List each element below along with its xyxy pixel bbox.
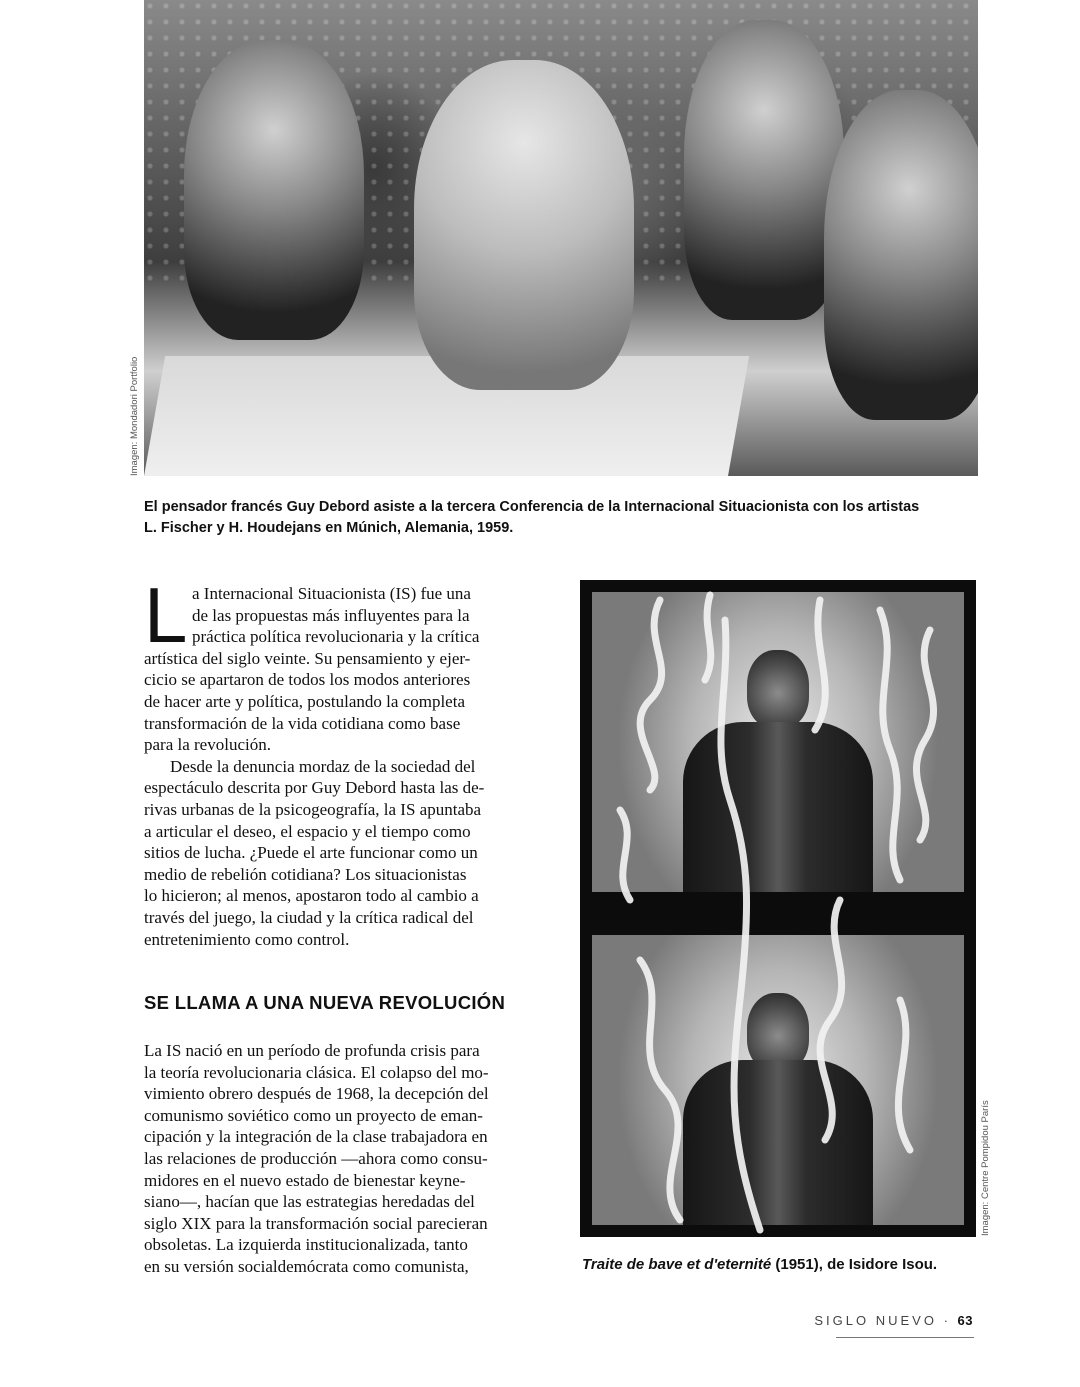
page-folio bbox=[814, 1313, 973, 1328]
body-line: práctica política revolucionaria y la crítica bbox=[192, 627, 480, 647]
body-line: rivas urbanas de la psicogeografía, la IS apuntaba bbox=[144, 799, 482, 819]
top-photo-credit: Imagen: Mondadori Portfolio bbox=[129, 356, 140, 476]
body-line: las relaciones de producción —ahora como consu- bbox=[144, 1148, 488, 1168]
body-line: obsoletas. La izquierda institucionalizada, tanto bbox=[144, 1235, 468, 1255]
person-left bbox=[184, 40, 364, 340]
body-line: midores en el nuevo estado de bienestar keyne- bbox=[144, 1170, 466, 1190]
scratch-marks bbox=[580, 580, 976, 1237]
body-line: de las propuestas más influyentes para la bbox=[192, 605, 470, 625]
folio-rule bbox=[836, 1337, 974, 1338]
body-line: través del juego, la ciudad y la crítica radical del bbox=[144, 907, 474, 927]
body-line: La IS nació en un período de profunda crisis para bbox=[144, 1041, 480, 1060]
article-intro bbox=[144, 571, 534, 950]
body-line: siano—, hacían que las estrategias heredadas del bbox=[144, 1192, 475, 1212]
body-line: para la revolución. bbox=[144, 735, 271, 755]
person-center-right bbox=[684, 20, 844, 320]
top-photo bbox=[144, 0, 978, 476]
body-line: comunismo soviético como un proyecto de eman- bbox=[144, 1105, 483, 1125]
right-photo-caption bbox=[582, 1256, 937, 1273]
body-line: cipación y la integración de la clase trabajadora en bbox=[144, 1127, 488, 1147]
film-strip-photo bbox=[580, 580, 976, 1237]
person-right bbox=[824, 90, 978, 420]
body-line: medio de rebelión cotidiana? Los situacionistas bbox=[144, 864, 467, 884]
body-line: a articular el deseo, el espacio y el tiempo como bbox=[144, 821, 471, 841]
article-section bbox=[144, 1040, 534, 1278]
body-line: en su versión socialdemócrata como comunista, bbox=[144, 1256, 469, 1276]
body-line: entretenimiento como control. bbox=[144, 929, 350, 949]
person-guy-debord bbox=[414, 60, 634, 390]
caption-rest: (1951), de Isidore Isou. bbox=[771, 1256, 938, 1273]
top-photo-caption bbox=[144, 497, 978, 539]
folio-separator: · bbox=[936, 1313, 958, 1328]
body-line: lo hicieron; al menos, apostaron todo al cambio a bbox=[144, 886, 479, 906]
body-line: la teoría revolucionaria clásica. El colapso del mo- bbox=[144, 1062, 489, 1082]
dropcap: L bbox=[144, 571, 188, 659]
section-heading: SE LLAMA A UNA NUEVA REVOLUCIÓN bbox=[144, 992, 506, 1013]
caption-line-2: L. Fischer y H. Houdejans en Múnich, Alemania, 1959. bbox=[144, 520, 514, 536]
body-line: siglo XIX para la transformación social parecieran bbox=[144, 1213, 488, 1233]
body-line: sitios de lucha. ¿Puede el arte funcionar como un bbox=[144, 843, 478, 863]
body-line: transformación de la vida cotidiana como base bbox=[144, 713, 461, 733]
body-line: artística del siglo veinte. Su pensamiento y ejer- bbox=[144, 648, 471, 668]
film-title: Traite de bave et d'eternité bbox=[582, 1256, 772, 1273]
body-line: vimiento obrero después de 1968, la decepción del bbox=[144, 1084, 489, 1104]
page-number: 63 bbox=[957, 1313, 973, 1328]
body-line: a Internacional Situacionista (IS) fue una bbox=[192, 584, 471, 603]
body-line: de hacer arte y política, postulando la completa bbox=[144, 691, 465, 711]
body-line: Desde la denuncia mordaz de la sociedad del bbox=[170, 756, 476, 776]
caption-line-1: El pensador francés Guy Debord asiste a la tercera Conferencia de la Internacional Situacionista con los artistas bbox=[144, 499, 920, 515]
magazine-name: SIGLO NUEVO bbox=[814, 1313, 937, 1328]
body-line: cicio se apartaron de todos los modos anteriores bbox=[144, 670, 471, 690]
right-photo-credit: Imagen: Centre Pompidou París bbox=[980, 1100, 991, 1236]
body-line: espectáculo descrita por Guy Debord hasta las de- bbox=[144, 778, 485, 798]
